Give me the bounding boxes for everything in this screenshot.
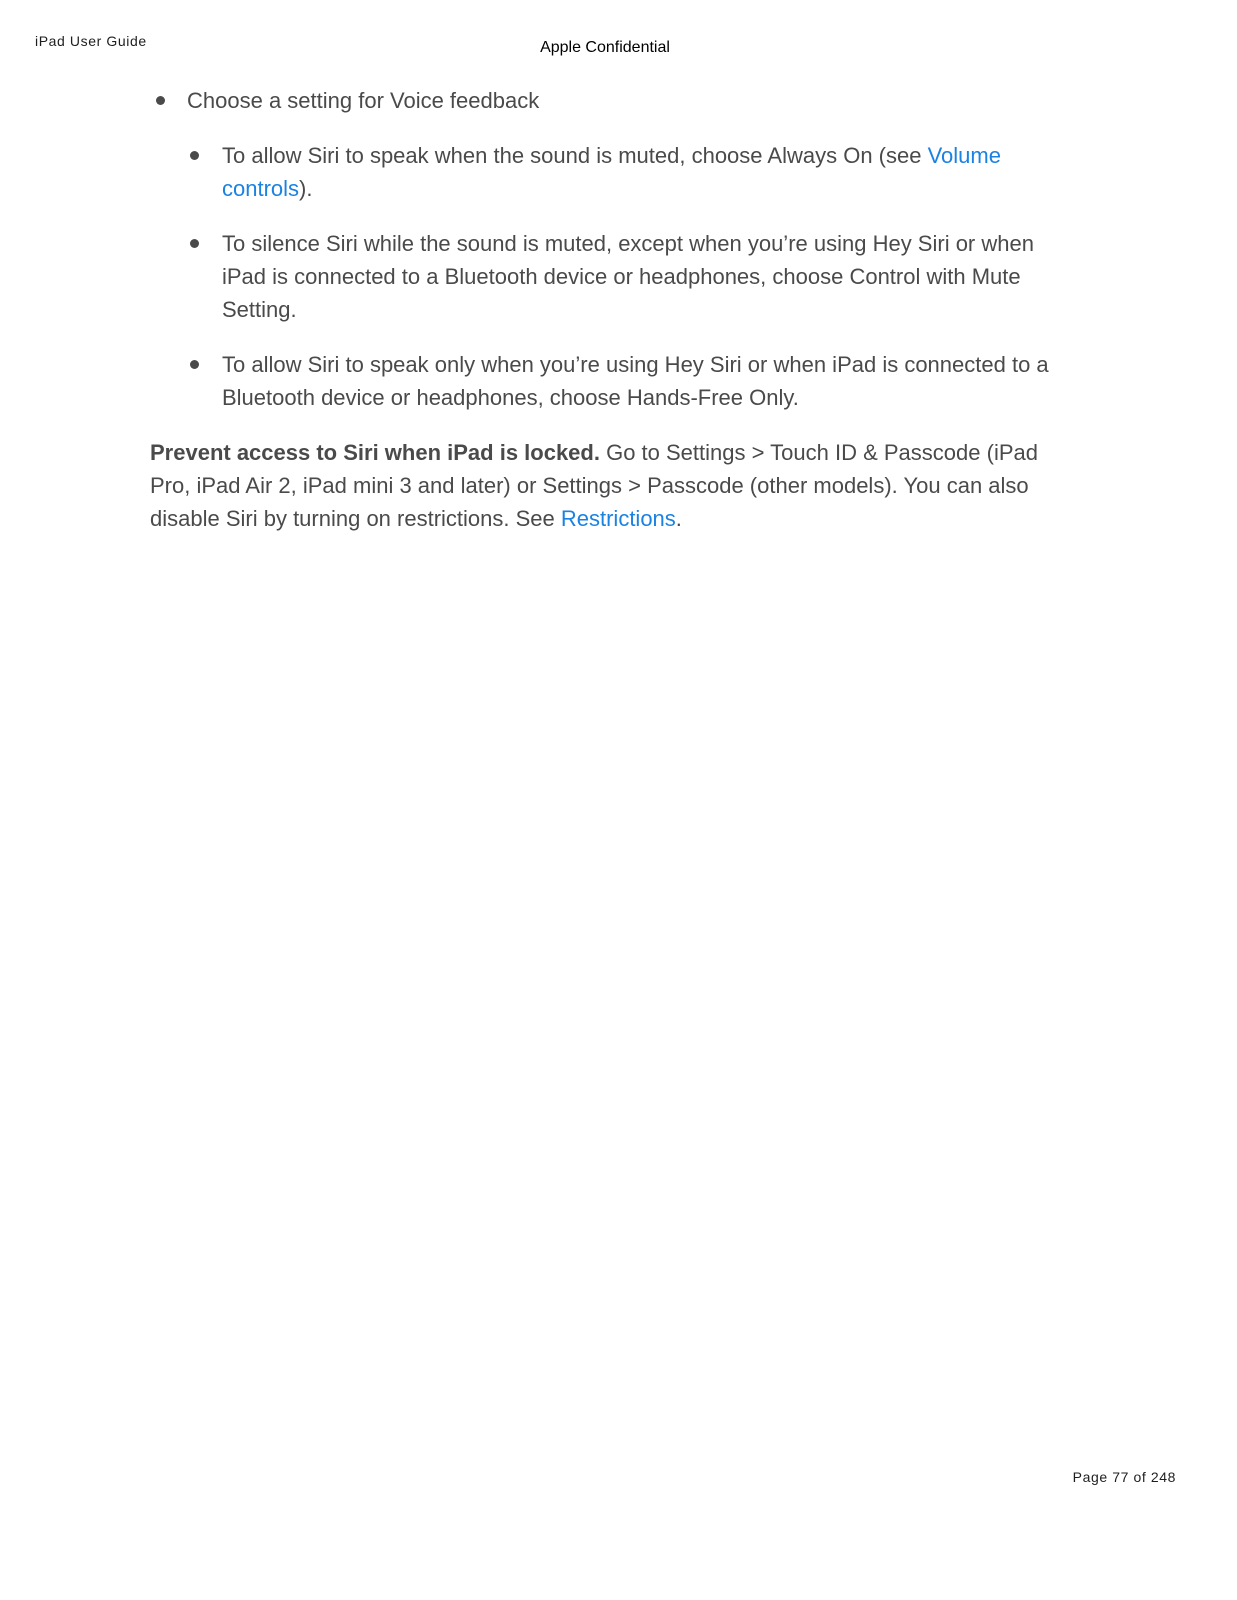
list-item [150,348,1050,414]
page-content [150,84,1050,535]
bullet-text: To allow Siri to speak only when you’re using Hey Siri or when iPad is connected to a Bluetooth device or headphones, choose Hands-Free Only. [222,352,1049,410]
bullet-icon [190,239,199,248]
prevent-access-paragraph [150,436,1050,535]
bullet-text-end: ). [299,176,313,201]
bullet-icon [156,96,165,105]
page-number: Page 77 of 248 [1072,1469,1176,1485]
bullet-text: To silence Siri while the sound is muted, except when you’re using Hey Siri or when iPad is connected to a Bluetooth device or headphones, choose Control with Mute Setting. [222,231,1034,322]
prevent-access-end: . [675,506,682,531]
bullet-icon [190,151,199,160]
list-item [150,84,1050,117]
prevent-access-heading: Prevent access to Siri when iPad is locked. [150,440,600,465]
list-item [150,227,1050,326]
doc-title: iPad User Guide [35,33,147,49]
confidential-label: Apple Confidential [540,39,670,56]
list-item [150,139,1050,205]
prevent-access-text: Go to Settings > Touch ID & Passcode (iPad Pro, iPad Air 2, iPad mini 3 and later) or Settings > Passcode (other models). You can also disable Siri by turning on restrictions. See [150,440,1038,531]
volume-controls-link[interactable]: Volume controls [222,143,1001,201]
bullet-text: Choose a setting for Voice feedback [187,88,540,113]
restrictions-link[interactable]: Restrictions [560,506,676,531]
bullet-icon [190,360,199,369]
bullet-text: To allow Siri to speak when the sound is muted, choose Always On (see [222,143,928,168]
